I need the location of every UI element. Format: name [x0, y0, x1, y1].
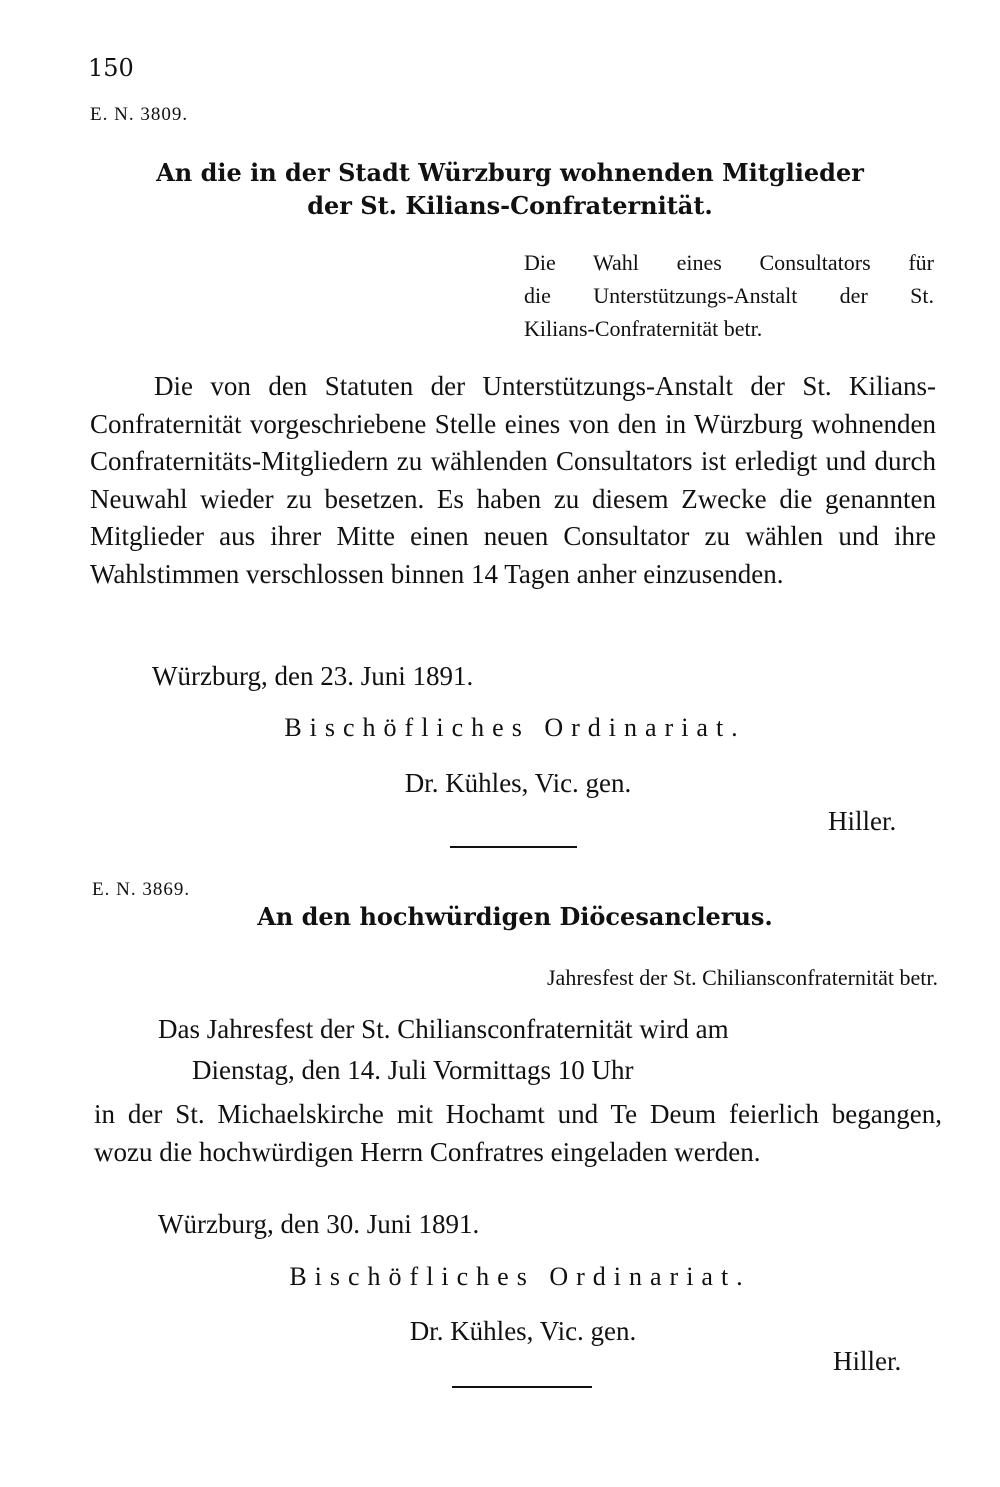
- subject-line: Kilians-Confraternität betr.: [524, 316, 763, 341]
- subject-note: Jahresfest der St. Chiliansconfraternität betr.: [547, 965, 938, 990]
- subject-line: Die Wahl eines Consultators für: [524, 250, 934, 275]
- notice-body: in der St. Michaelskirche mit Hochamt und Te Deum feierlich begangen, wozu die hochwürdigen Herrn Confratres eingeladen werden.: [94, 1099, 942, 1167]
- heading-line: An die in der Stadt Würzburg wohnenden Mitglieder: [156, 158, 864, 187]
- issuing-authority: Bischöfliches Ordinariat.: [289, 1262, 751, 1291]
- section-divider: [452, 1386, 592, 1388]
- notice-body: Die von den Statuten der Unterstützungs-Anstalt der St. Kilians-Confraternität vorgeschriebene Stelle eines von den in Würzburg wohnenden Confraternitäts-Mitgliedern zu wählenden Consultators ist erledigt und durch Neuwahl wieder zu besetzen. Es haben zu diesem Zwecke die genannten Mitglieder aus ihrer Mitte einen neuen Consultator zu wählen und ihre Wahlstimmen verschlossen binnen 14 Tagen anher einzusenden.: [90, 371, 936, 589]
- subject-line: die Unterstützungs-Anstalt der St.: [524, 283, 934, 308]
- notice-body-line: Das Jahresfest der St. Chiliansconfraternität wird am: [158, 1014, 729, 1044]
- reference-number: E. N. 3869.: [92, 879, 191, 900]
- section-divider: [450, 846, 577, 848]
- notice-heading: [120, 156, 900, 222]
- reference-number: E. N. 3809.: [90, 104, 189, 125]
- signatory: Dr. Kühles, Vic. gen.: [409, 1316, 637, 1346]
- notice-heading: An den hochwürdigen Diöcesanclerus.: [257, 902, 773, 931]
- place-date: Würzburg, den 23. Juni 1891.: [152, 661, 474, 691]
- signatory: Dr. Kühles, Vic. gen.: [404, 768, 632, 798]
- issuing-authority: Bischöfliches Ordinariat.: [284, 713, 746, 742]
- heading-line: der St. Kilians-Confraternität.: [307, 191, 713, 220]
- place-date: Würzburg, den 30. Juni 1891.: [158, 1209, 480, 1239]
- countersignature: Hiller.: [833, 1346, 902, 1376]
- page-number: 150: [88, 54, 134, 82]
- countersignature: Hiller.: [828, 806, 897, 836]
- notice-body-line: Dienstag, den 14. Juli Vormittags 10 Uhr: [192, 1055, 634, 1085]
- subject-note: [524, 246, 934, 345]
